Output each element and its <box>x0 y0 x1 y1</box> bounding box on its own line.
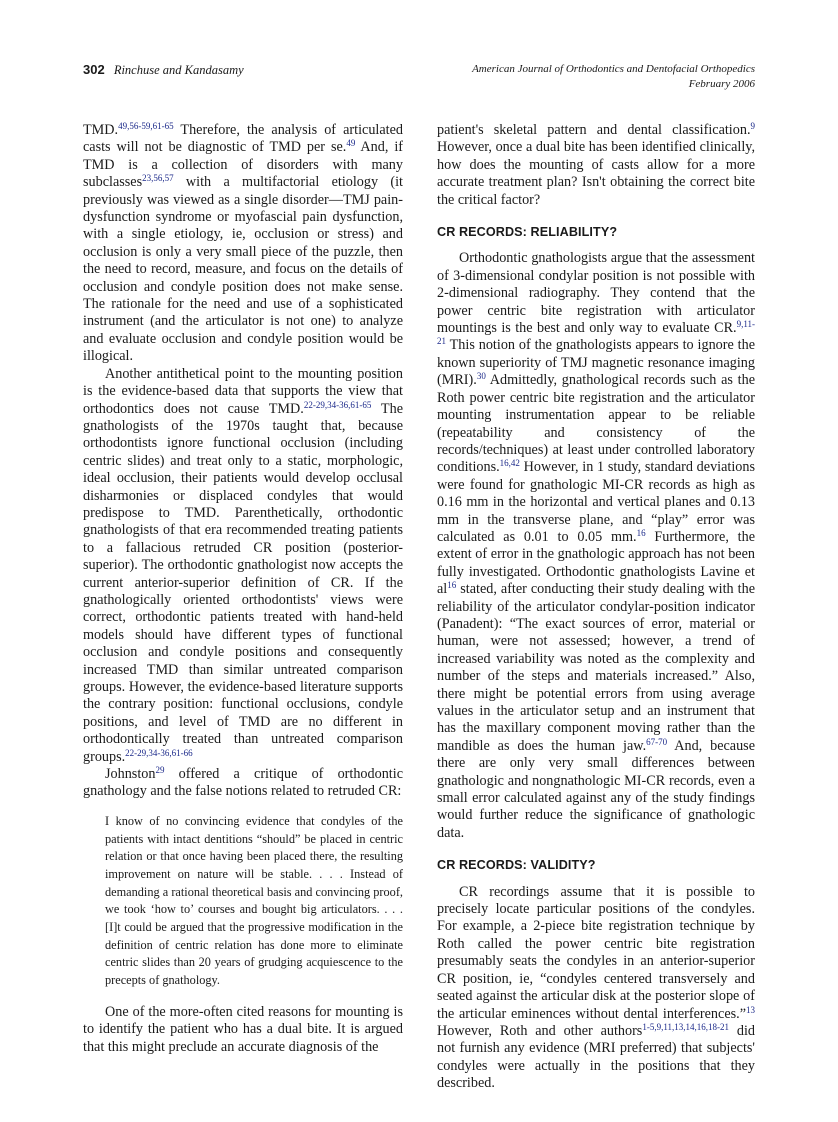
text: However, once a dual bite has been identified clinically, how does the mounting of casts allow for a more accurate treatment plan? Isn't obtaining the correct bite the critical factor? <box>437 139 755 208</box>
text: However, Roth and other authors <box>437 1022 643 1039</box>
text: offered a critique of orthodontic gnathology and the false notions related to retruded CR: <box>83 766 403 800</box>
text: The gnathologists of the 1970s taught that, because orthodontists ignore functional occlusion (including centric slides) and treat only to a static, morphologic, ideal occlusion, their patients would develop occlusal disharmonies or displaced condyles that would predispose to TMD. Parenthetically, orthodontic gnathologists of that era recommended treating patients to a fallacious retruded CR position (posterior-superior). The orthodontic gnathologist now accepts the current anterior-superior definition of CR. If the gnathologically oriented orthodontists' views were correct, orthodontic patients treated with hand-held models should have different types of functional occlusion and condyle positions and consequently increased TMD than similar untreated comparison groups. However, the evidence-based literature supports the contrary position: functional occlusions, condyle positions, and level of TMD are no different in orthodontically treated than untreated comparison groups. <box>83 400 403 765</box>
citation[interactable]: 13 <box>746 1004 755 1015</box>
section-heading-validity: CR RECORDS: VALIDITY? <box>437 858 596 873</box>
page-number: 302 <box>83 62 105 77</box>
citation[interactable]: 22-29,34-36,61-65 <box>303 399 372 410</box>
paragraph <box>83 366 403 766</box>
running-authors: Rinchuse and Kandasamy <box>113 63 244 77</box>
paragraph: One of the more-often cited reasons for mounting is to identify the patient who has a dual bite. It is argued that this might preclude an accurate diagnosis of the <box>83 1003 403 1055</box>
left-column <box>83 122 403 1056</box>
text: stated, after conducting their study dealing with the reliability of the articulator condylar-position indicator (Panadent): “The exact sources of error, material or human, were not assessed; however, a trend of increased variability was noted as the complexity and number of the steps and materials increased.” Also, there might be potential errors from using average values in the articulator setup and an instrument that has the maxillary component moving rather than the mandible as does the human jaw. <box>437 581 755 754</box>
citation[interactable]: 67-70 <box>646 736 668 747</box>
text: Johnston <box>105 766 156 783</box>
citation[interactable]: 1-5,9,11,13,14,16,18-21 <box>642 1021 730 1032</box>
citation[interactable]: 49 <box>346 138 356 149</box>
block-quote: I know of no convincing evidence that condyles of the patients with intact dentitions “should” be placed in centric relation or that once having been placed there, the resulting improvement on nature will be stable. . . . Instead of demanding a rational theoretical basis and convincing proof, we took ‘how to’ courses and bought big articulators. . . . [I]t could be argued that the progressive modification in the definition of centric relation has done more to eliminate centric slides than 20 years of grudging acquiescence to the precepts of gnathology. <box>105 813 403 988</box>
text: CR recordings assume that it is possible to precisely locate particular positions of the condyles. For example, a 2-piece bite registration technique by Roth called the power centric bite registration presumably seats the condyles in an anterior-superior CR position, ie, “condyles centered transversely and seated against the articular disk at the posterior slope of the articular eminences without dental interferences.” <box>437 883 755 1022</box>
citation[interactable]: 23,56,57 <box>142 173 174 184</box>
citation[interactable]: 29 <box>155 765 165 776</box>
issue-date: February 2006 <box>688 78 755 90</box>
text: TMD. <box>83 122 119 138</box>
text: And, because there are only very small differences between gnathologic and nongnathologic MI-CR records, even a small error calculated against any of the study findings would further reduce the significance of gnathologic data. <box>437 737 755 841</box>
text: Therefore, the analysis of articulated casts will not be diagnostic of TMD per se. <box>83 122 403 156</box>
right-column <box>437 122 755 1093</box>
running-header <box>83 62 755 96</box>
citation[interactable]: 22-29,34-36,61-66 <box>125 747 193 758</box>
text: This notion of the gnathologists appears to ignore the known superiority of TMJ magnetic resonance imaging (MRI). <box>437 337 755 389</box>
text: did not furnish any evidence (MRI preferred) that subjects' condyles were actually in the positions that they described. <box>437 1022 755 1092</box>
text: However, in 1 study, standard deviations were found for gnathologic MI-CR records as high as 0.16 mm in the horizontal and vertical planes and 0.13 mm in the transverse plane, and “play” error was calculated as 0.01 to 0.05 mm. <box>437 459 755 545</box>
text: Furthermore, the extent of error in the gnathologic approach has not been fully investigated. Orthodontic gnathologists Lavine et al <box>437 528 755 598</box>
paragraph <box>437 250 755 842</box>
citation[interactable]: 49,56-59,61-65 <box>118 121 174 131</box>
section-heading-reliability: CR RECORDS: RELIABILITY? <box>437 225 618 240</box>
header-left <box>83 62 244 78</box>
citation[interactable]: 16 <box>636 527 646 538</box>
paragraph <box>437 122 755 209</box>
text: with a multifactorial etiology (it previously was viewed as a single disorder—TMJ pain-dysfunction syndrome or myofascial pain dysfunction, with a single etiology, ie, occlusion or stress) and occlusion is only a very small piece of the puzzle, then the need to record, measure, and focus on the details of occlusion and condyle position does not make sense. The rationale for the need and use of a sophisticated instrument (and the articulator is not one) to analyze and evaluate occlusion and condyle position would be illogical. <box>83 174 403 365</box>
text: patient's skeletal pattern and dental classification. <box>437 122 751 138</box>
journal-title: American Journal of Orthodontics and Dentofacial Orthopedics <box>472 63 755 75</box>
citation[interactable]: 16 <box>447 580 457 591</box>
citation[interactable]: 30 <box>476 371 486 382</box>
paragraph <box>83 766 403 801</box>
text: Orthodontic gnathologists argue that the assessment of 3-dimensional condylar position is not possible with 2-dimensional radiography. They contend that the power centric bite registration with articulator mountings is the best and only way to evaluate CR. <box>437 250 755 337</box>
citation[interactable]: 9,11-21 <box>437 319 755 347</box>
paragraph <box>437 884 755 1093</box>
text: Another antithetical point to the mounting position is the evidence-based data that supports the view that orthodontics does not cause TMD. <box>83 365 403 417</box>
citation[interactable]: 16,42 <box>499 458 520 469</box>
header-right <box>472 62 755 92</box>
text: And, if TMD is a collection of disorders with many subclasses <box>83 139 403 191</box>
paragraph <box>83 122 403 366</box>
text: Admittedly, gnathological records such as the Roth power centric bite registration and the articulator mounting instrumentation appear to be reliable (repeatability and consistency of the records/techniques) at least under controlled laboratory conditions. <box>437 372 755 476</box>
citation[interactable]: 9 <box>750 121 755 131</box>
